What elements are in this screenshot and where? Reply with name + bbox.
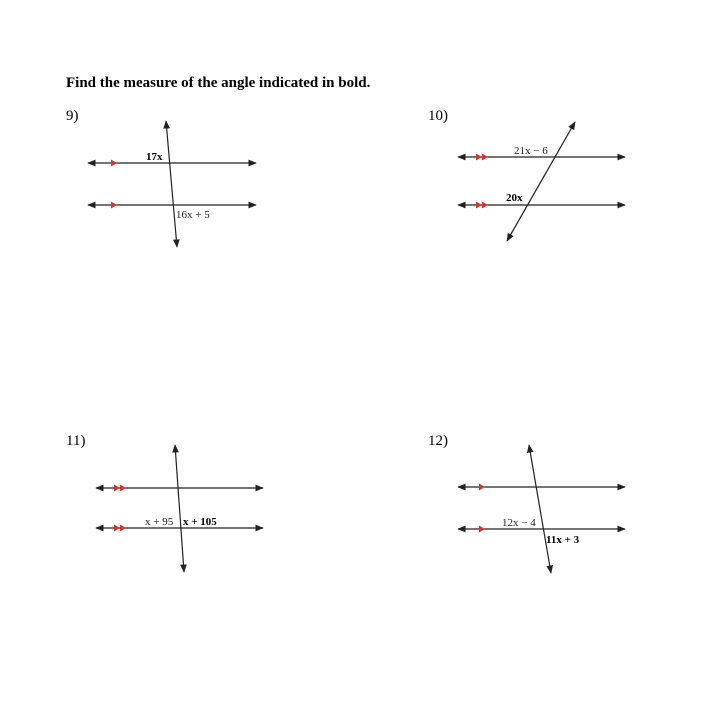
problem-11-parallel-mark-1b [120,485,126,492]
problem-10-parallel-mark-1a [476,154,482,161]
problem-9-parallel-mark-2 [111,202,117,209]
problem-11-transversal [175,445,184,572]
problem-10-number: 10) [428,108,448,124]
problem-12-transversal [529,445,551,573]
problem-11-label-1: x + 95 [145,516,174,528]
problem-12-parallel-mark-1 [479,484,485,491]
problem-12-label-1: 12x − 4 [502,517,536,529]
problem-10-parallel-mark-1b [482,154,488,161]
problem-10-parallel-mark-2b [482,202,488,209]
instructions: Find the measure of the angle indicated in bold. [66,75,371,91]
problem-11-parallel-mark-2b [120,525,126,532]
problem-10-label-2: 20x [506,192,523,204]
problem-12-label-2: 11x + 3 [546,534,580,546]
problem-12-parallel-mark-2 [479,526,485,533]
problem-9-number: 9) [66,108,79,124]
problem-9-transversal [166,121,177,247]
problem-10-label-1: 21x − 6 [514,145,548,157]
problem-11-parallel-mark-1a [114,485,120,492]
problem-9-label-2: 16x + 5 [176,209,210,221]
problem-10-parallel-mark-2a [476,202,482,209]
problem-11-label-2: x + 105 [183,516,217,528]
problem-11-parallel-mark-2a [114,525,120,532]
problem-9-parallel-mark-1 [111,160,117,167]
problem-10-transversal [507,122,575,241]
problem-11-number: 11) [66,433,86,449]
problem-9-label-1: 17x [146,151,163,163]
problem-12-number: 12) [428,433,448,449]
